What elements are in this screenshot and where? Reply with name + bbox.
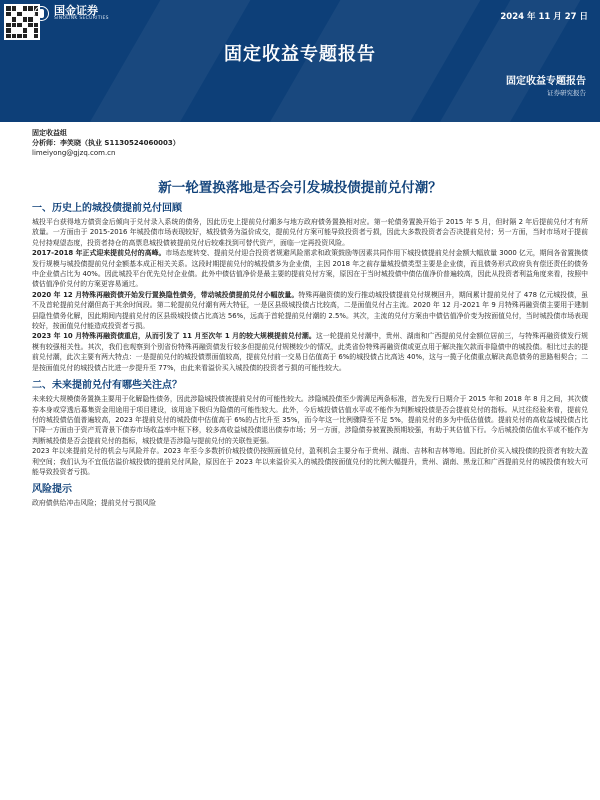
risk-text: 政府债供给冲击风险；提前兑付亏损风险 (32, 499, 157, 508)
logo-subtext: SINOLINK SECURITIES (54, 16, 109, 21)
paragraph: 城投平台获得地方债资金后倾向于兑付录入系统的债务，因此历史上提前兑付潮多与地方政府债务置换相对应。第一轮债务置换开始于 2015 年 5 月，但时隔 2 年后提前兑付才有所放量。一方面由于 2015-2016 年城投债市场表现较好，城投债务为溢价成交，提前兑付方案可能导致投资者亏损，因此大多数投资者会否决提前兑付；另一方面，当时市场对于提前兑付持观望态度，投资者持仓的高票息城投债被提前兑付后较难找到可替代资产，面临一定再投资风险。 (32, 218, 588, 247)
report-date: 2024 年 11 月 27 日 (500, 12, 588, 22)
paragraph: 2023 年以来提前兑付的机会与风险并存。2023 年至今多数折价城投债仍按照面值兑付，盈利机会主要分布于贵州、湖南、吉林和吉林等地。因此折价买入城投债的投资者有较大盈利空间；我们认为不宜低估溢价城投债的提前兑付风险，原因在于 2023 年以来溢价买入的城投债按面值兑付的比例大幅提升，贵州、湖南、黑龙江和广西提前兑付的城投债有较大可能导致投资者亏损。 (32, 447, 588, 476)
report-body (32, 196, 588, 509)
risk-heading: 风险提示 (32, 484, 72, 496)
report-category: 证券研究报告 (547, 89, 586, 97)
paragraph: 2017-2018 年正式迎来提前兑付的高峰。市场态度转变、提前兑付迎合投资者规避风险需求和政策鼓励等因素共同作用下城投债提前兑付金额大幅放量 3000 亿元，期间各省置换债发行规模与城投债提前兑付金额基本成正相关关系。这段时期提前兑付的城投债多为企业债，主因 2018 年之前存量城投债类型主要是企业债，而且债务形式政府负有偿还责任的债务中企业债占比为 40%。因此城投平台优先兑付企业债。此外中债估值净价是最主要的提前兑付方案，原因在于当时城投债中债估值净价普遍较高，因此从投资者利益角度来看，按照中债估值净价兑付的方案更容易通过。 (32, 249, 588, 289)
team-name: 固定收益组 (32, 129, 67, 137)
paragraph: 未来较大规模债务置换主要用于化解隐性债务，因此涉隐城投债被提前兑付的可能性较大。涉隐城投债至少需满足两条标准，首先发行日期介于 2015 年和 2018 年 8 月之间，其次债券本身或穿透后募集资金用途用于项目建设，该用途下极归为隐债的可能性较大。此外，今后城投债估值水平或不能作为判断城投债是否会提前兑付的指标。从过往经验来看，提前兑付的城投债估值普遍较高，2023 年提前兑付的城投债中估值高于 6%的占比升至 35%，而今年这一比例骤降至不足 5%，提前兑付的多为中低估值债。提前兑付的高收益城投债占比下降一方面由于资产荒背景下债券市场收益率中枢下移，较多高收益城投债退出债券市场；另一方面，涉隐债券被置换预期较强，有助于其估值下行。今后城投债估值水平或不能作为判断城投债是否会提前兑付的指标，城投债是否涉隐与提前兑付的关联性更强。 (32, 395, 588, 445)
analyst-name: 分析师：李笑晓（执业 S1130524060003） (32, 139, 180, 147)
section-heading: 二、未来提前兑付有哪些关注点？ (32, 380, 182, 392)
analyst-email: limeiyong@gjzq.com.cn (32, 149, 116, 157)
paragraph: 2020 年 12 月特殊再融资债开始发行置换隐性债务，带动城投债提前兑付小幅放量。特殊再融资债的发行推动城投债提前兑付规模回升，期间累计提前兑付了 478 亿元城投债，虽不及首轮提前兑付潮但高于其余时间段。第二轮提前兑付潮有两大特征，一是区县级城投债占比较高，二是面值兑付占主流。2020 年 12 月-2021 年 9 月特殊再融资债主要用于建制县隐性债务化解，因此期间内提前兑付的区县级城投债占比高达 56%，远高于首轮提前兑付潮的 2.5%。其次，主流的兑付方案由中债估值净价变为按面值兑付，当时城投债市场表现较好，按面值兑付能造成投资者亏损。 (32, 290, 588, 331)
company-logo (34, 5, 109, 21)
logo-icon (34, 6, 49, 21)
analyst-info (32, 128, 180, 158)
section-heading: 一、历史上的城投债提前兑付回顾 (32, 203, 182, 214)
report-type: 固定收益专题报告 (506, 76, 586, 87)
document-title: 新一轮置换落地是否会引发城投债提前兑付潮？ (158, 180, 442, 196)
paragraph: 2023 年 10 月特殊再融资债重启，从而引发了 11 月至次年 1 月的较大规模提前兑付潮。这一轮提前兑付潮中，贵州、湖南和广西提前兑付金额位居前三，与特殊再融资债发行规模有较强相关性。其次，我们也观察到个别省份特殊再融资债发行较多但提前兑付规模较少的情况，此类省份特殊再融资债或更点用于解决拖欠款而非隐债中的城投债。相比过去的提前兑付潮，此次主要有两大特点：一是提前兑付的城投债票面值较高，提前兑付前一交易日估值高于 6%的城投债占比高达 40%，这与一揽子化债重点解决高息债务的思路相契合；二是按面值兑付的城投债占比进一步提升至 77%，由此来看溢价买入城投债的投资者亏损的可能性较大。 (32, 332, 588, 372)
banner-title: 固定收益专题报告 (224, 44, 376, 65)
logo-text: 国金证券 (54, 4, 98, 17)
report-banner (0, 0, 600, 122)
